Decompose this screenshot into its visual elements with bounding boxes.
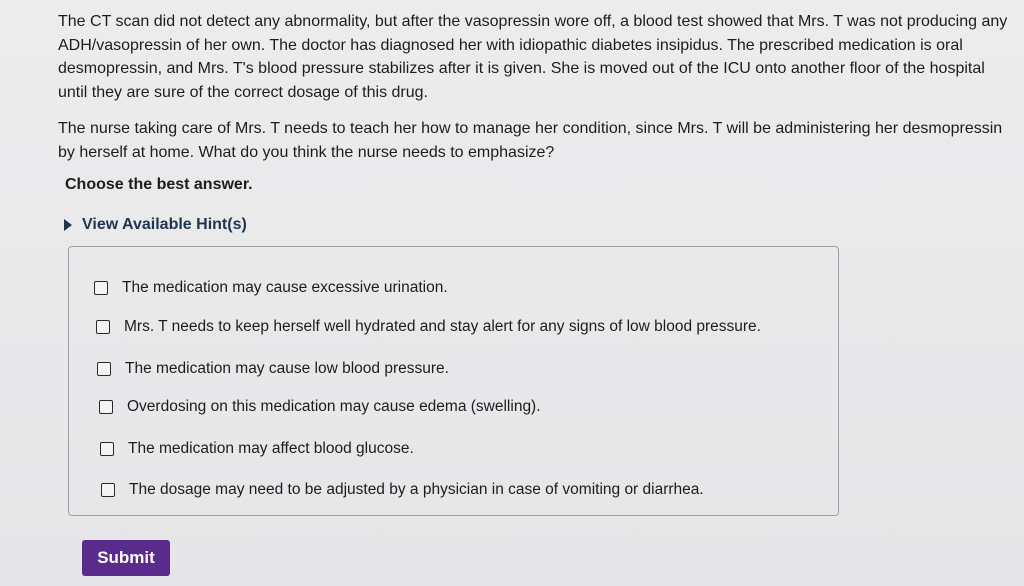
option-label: The medication may cause low blood pressure. <box>125 360 449 377</box>
question-paragraph-2: The nurse taking care of Mrs. T needs to teach her how to manage her condition, since Mrs. T will be administering her desmopressin by herself at home. What do you think the nurse needs to emphasize? <box>58 120 1003 161</box>
option-checkbox[interactable] <box>100 442 114 456</box>
answer-option[interactable] <box>94 279 448 297</box>
caret-right-icon <box>64 219 72 231</box>
answer-option[interactable] <box>100 440 414 458</box>
option-checkbox[interactable] <box>96 320 110 334</box>
view-hints-label: View Available Hint(s) <box>82 216 247 233</box>
instruction-text: Choose the best answer. <box>65 176 253 193</box>
option-label: The medication may cause excessive urination. <box>122 279 448 296</box>
answer-option[interactable] <box>99 398 541 416</box>
answer-option[interactable] <box>101 481 704 499</box>
option-label: The dosage may need to be adjusted by a physician in case of vomiting or diarrhea. <box>129 481 704 498</box>
option-checkbox[interactable] <box>94 281 108 295</box>
option-checkbox[interactable] <box>99 400 113 414</box>
question-paragraph-1: The CT scan did not detect any abnormality, but after the vasopressin wore off, a blood test showed that Mrs. T was not producing any ADH/vasopressin of her own. The doctor has diagnosed her with idiopathic diabetes insipidus. The prescribed medication is oral desmopressin, and Mrs. T's blood pressure stabilizes after it is given. She is moved out of the ICU onto another floor of the hospital until they are sure of the correct dosage of this drug. <box>58 13 1008 101</box>
answer-option[interactable] <box>97 360 449 378</box>
option-checkbox[interactable] <box>97 362 111 376</box>
option-label: The medication may affect blood glucose. <box>128 440 414 457</box>
answer-option[interactable] <box>96 318 761 336</box>
option-label: Overdosing on this medication may cause edema (swelling). <box>127 398 541 415</box>
submit-button[interactable]: Submit <box>82 540 170 576</box>
option-checkbox[interactable] <box>101 483 115 497</box>
option-label: Mrs. T needs to keep herself well hydrated and stay alert for any signs of low blood pressure. <box>124 318 761 335</box>
view-hints-toggle[interactable] <box>64 216 247 234</box>
